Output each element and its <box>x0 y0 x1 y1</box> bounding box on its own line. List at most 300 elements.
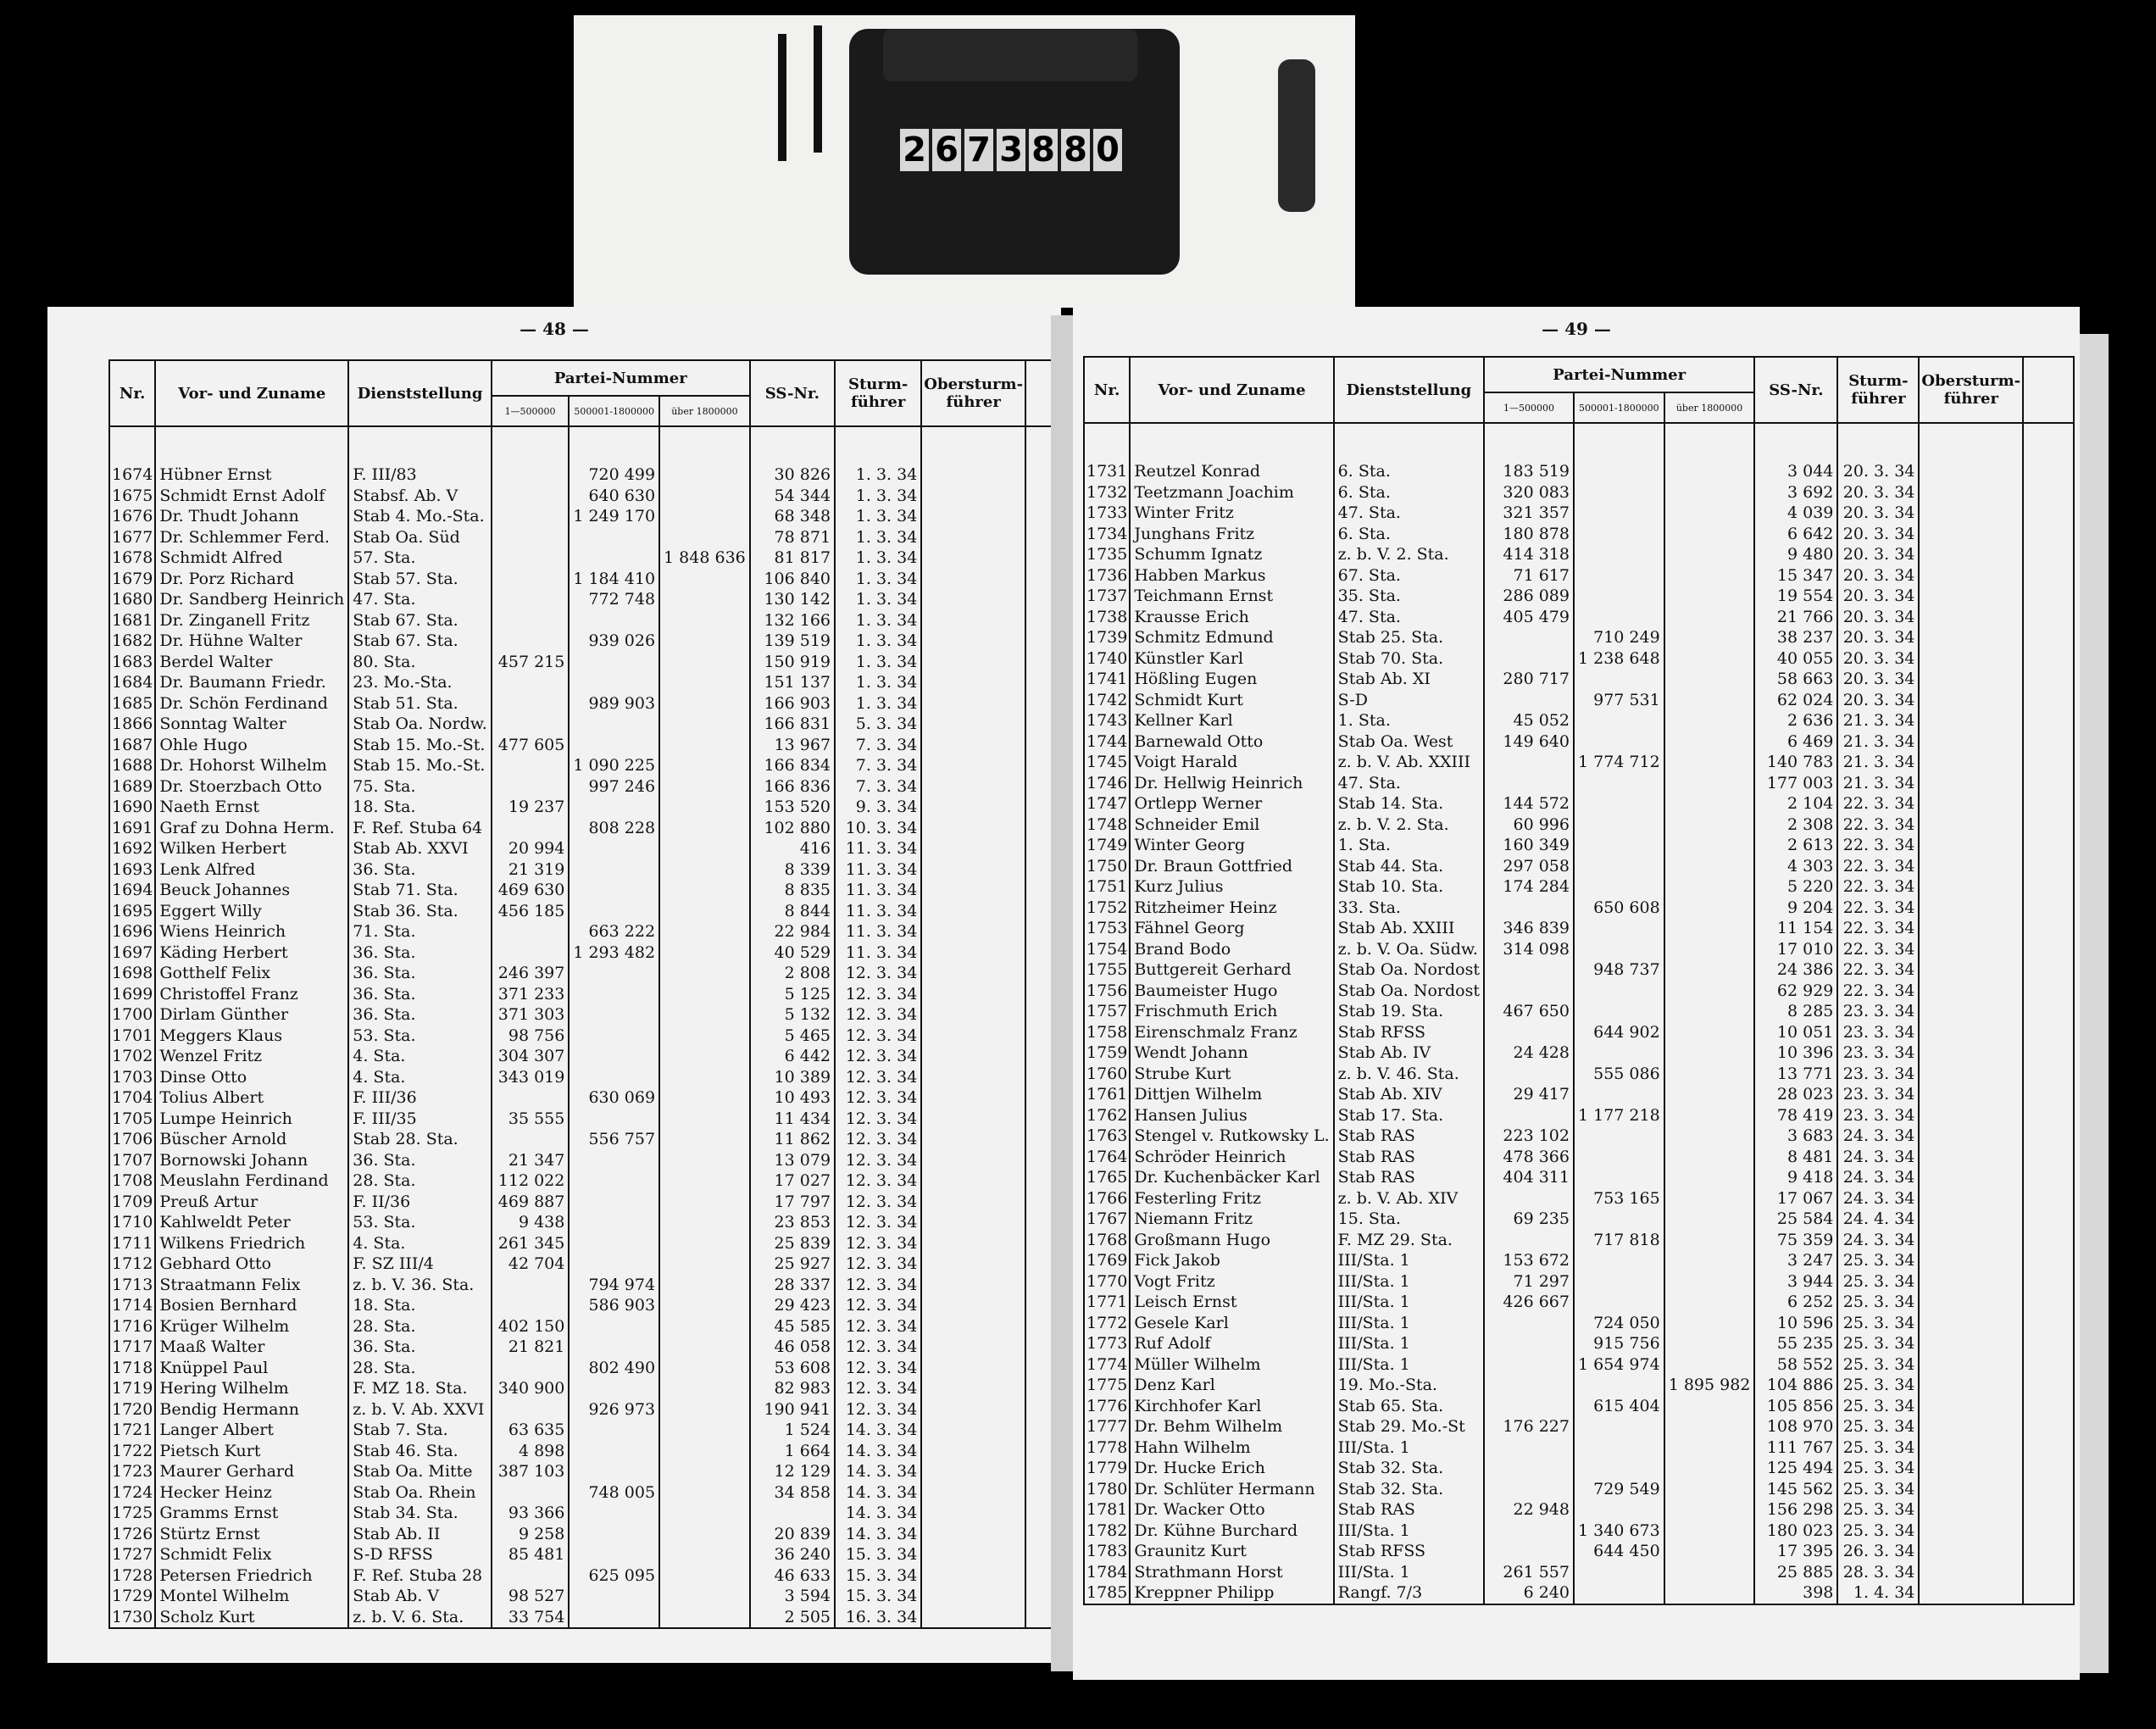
entry-number: 1742 <box>1084 690 1130 711</box>
entry-dienststellung: 36. Sta. <box>348 963 492 984</box>
entry-partei-3 <box>659 1607 750 1629</box>
entry-sturmfuehrer-date: 11. 3. 34 <box>835 838 921 859</box>
entry-partei-3 <box>1664 835 1755 856</box>
entry-sturmfuehrer-date: 9. 3. 34 <box>835 797 921 818</box>
entry-blank <box>2023 835 2074 856</box>
entry-obersturmfuehrer <box>1919 1458 2023 1479</box>
entry-dienststellung: III/Sta. 1 <box>1334 1562 1484 1583</box>
entry-partei-3 <box>1664 690 1755 711</box>
entry-sturmfuehrer-date: 22. 3. 34 <box>1837 959 1919 981</box>
entry-dienststellung: Stab Oa. Mitte <box>348 1461 492 1482</box>
entry-partei-1 <box>1484 773 1574 794</box>
entry-number: 1706 <box>109 1129 155 1150</box>
entry-dienststellung: Stabsf. Ab. V <box>348 486 492 507</box>
table-row <box>109 548 1060 569</box>
entry-ss-nr: 23 853 <box>750 1212 835 1233</box>
entry-partei-2: 644 450 <box>1574 1541 1664 1562</box>
entry-name: Eirenschmalz Franz <box>1130 1022 1333 1043</box>
entry-ss-nr: 29 423 <box>750 1295 835 1316</box>
entry-name: Graunitz Kurt <box>1130 1541 1333 1562</box>
entry-ss-nr: 140 783 <box>1754 752 1837 773</box>
entry-ss-nr: 416 <box>750 838 835 859</box>
table-row <box>109 464 1060 486</box>
entry-partei-1 <box>492 610 570 631</box>
entry-obersturmfuehrer <box>921 631 1025 652</box>
entry-dienststellung: 67. Sta. <box>1334 565 1484 587</box>
entry-partei-1: 9 258 <box>492 1524 570 1545</box>
entry-ss-nr: 5 465 <box>750 1026 835 1047</box>
entry-ss-nr: 38 237 <box>1754 627 1837 648</box>
entry-number: 1729 <box>109 1586 155 1607</box>
entry-name: Gotthelf Felix <box>155 963 348 984</box>
table-row <box>109 1378 1060 1399</box>
table-row <box>109 1295 1060 1316</box>
entry-ss-nr: 53 608 <box>750 1358 835 1379</box>
table-row <box>109 506 1060 527</box>
entry-name: Niemann Fritz <box>1130 1209 1333 1230</box>
entry-dienststellung: Stab Oa. Nordw. <box>348 714 492 735</box>
entry-partei-3 <box>659 1441 750 1462</box>
entry-number: 1710 <box>109 1212 155 1233</box>
entry-ss-nr: 2 505 <box>750 1607 835 1629</box>
entry-ss-nr: 6 252 <box>1754 1292 1837 1313</box>
entry-partei-2: 650 608 <box>1574 898 1664 919</box>
entry-partei-3 <box>1664 648 1755 670</box>
entry-dienststellung: 6. Sta. <box>1334 482 1484 503</box>
col-header-dienst: Dienststellung <box>348 360 492 426</box>
entry-partei-3 <box>659 1461 750 1482</box>
entry-partei-3 <box>1664 959 1755 981</box>
entry-ss-nr: 150 919 <box>750 652 835 673</box>
entry-partei-1 <box>1484 1541 1574 1562</box>
entry-dienststellung: Stab 14. Sta. <box>1334 793 1484 814</box>
entry-obersturmfuehrer <box>921 1399 1025 1420</box>
entry-obersturmfuehrer <box>1919 918 2023 939</box>
entry-sturmfuehrer-date: 24. 3. 34 <box>1837 1230 1919 1251</box>
table-row <box>1084 1458 2074 1479</box>
entry-partei-2: 1 177 218 <box>1574 1105 1664 1126</box>
entry-obersturmfuehrer <box>921 693 1025 714</box>
entry-name: Preuß Artur <box>155 1192 348 1213</box>
entry-blank <box>2023 1147 2074 1168</box>
entry-partei-1: 21 821 <box>492 1337 570 1358</box>
entry-partei-3 <box>659 1503 750 1524</box>
entry-ss-nr: 10 396 <box>1754 1042 1837 1064</box>
entry-ss-nr: 81 817 <box>750 548 835 569</box>
entry-partei-2: 772 748 <box>569 589 659 610</box>
entry-number: 1781 <box>1084 1499 1130 1521</box>
entry-partei-3 <box>1664 669 1755 690</box>
entry-partei-2: 630 069 <box>569 1087 659 1109</box>
entry-number: 1779 <box>1084 1458 1130 1479</box>
entry-partei-3 <box>659 610 750 631</box>
entry-name: Berdel Walter <box>155 652 348 673</box>
entry-partei-3 <box>659 1150 750 1171</box>
entry-obersturmfuehrer <box>921 652 1025 673</box>
entry-ss-nr: 156 298 <box>1754 1499 1837 1521</box>
entry-partei-2 <box>569 735 659 756</box>
entry-partei-2 <box>569 1212 659 1233</box>
entry-name: Müller Wilhelm <box>1130 1354 1333 1376</box>
entry-ss-nr: 62 929 <box>1754 981 1837 1002</box>
entry-sturmfuehrer-date: 22. 3. 34 <box>1837 876 1919 898</box>
entry-sturmfuehrer-date: 1. 3. 34 <box>835 527 921 548</box>
entry-name: Habben Markus <box>1130 565 1333 587</box>
entry-partei-2: 720 499 <box>569 464 659 486</box>
entry-number: 1776 <box>1084 1396 1130 1417</box>
entry-dienststellung: 15. Sta. <box>1334 1209 1484 1230</box>
entry-obersturmfuehrer <box>921 963 1025 984</box>
spacer-cell <box>2023 423 2074 461</box>
entry-partei-1: 456 185 <box>492 901 570 922</box>
entry-sturmfuehrer-date: 12. 3. 34 <box>835 1337 921 1358</box>
frame-counter <box>849 29 1180 275</box>
entry-blank <box>2023 1250 2074 1271</box>
entry-sturmfuehrer-date: 14. 3. 34 <box>835 1482 921 1504</box>
entry-obersturmfuehrer <box>921 735 1025 756</box>
entry-obersturmfuehrer <box>921 1233 1025 1254</box>
entry-partei-1 <box>492 1295 570 1316</box>
entry-partei-3 <box>1664 814 1755 836</box>
entry-number: 1780 <box>1084 1479 1130 1500</box>
entry-partei-2 <box>569 838 659 859</box>
entry-sturmfuehrer-date: 21. 3. 34 <box>1837 731 1919 753</box>
entry-dienststellung: F. Ref. Stuba 64 <box>348 818 492 839</box>
table-spacer-row <box>109 426 1060 464</box>
entry-obersturmfuehrer <box>921 1586 1025 1607</box>
table-row <box>109 631 1060 652</box>
entry-dienststellung: 18. Sta. <box>348 1295 492 1316</box>
entry-number: 1718 <box>109 1358 155 1379</box>
entry-sturmfuehrer-date: 20. 3. 34 <box>1837 669 1919 690</box>
entry-sturmfuehrer-date: 14. 3. 34 <box>835 1441 921 1462</box>
entry-partei-3 <box>659 1399 750 1420</box>
entry-partei-1: 261 345 <box>492 1233 570 1254</box>
table-row <box>1084 1313 2074 1334</box>
entry-sturmfuehrer-date: 11. 3. 34 <box>835 901 921 922</box>
entry-partei-3 <box>659 859 750 881</box>
entry-sturmfuehrer-date: 22. 3. 34 <box>1837 898 1919 919</box>
entry-obersturmfuehrer <box>921 1544 1025 1565</box>
entry-name: Ortlepp Werner <box>1130 793 1333 814</box>
entry-dienststellung: 23. Mo.-Sta. <box>348 672 492 693</box>
table-row <box>1084 544 2074 565</box>
spacer-cell <box>1754 423 1837 461</box>
table-row <box>1084 1354 2074 1376</box>
entry-partei-1 <box>1484 690 1574 711</box>
entry-partei-1 <box>492 486 570 507</box>
counter-digit: 3 <box>997 129 1025 171</box>
entry-partei-1: 280 717 <box>1484 669 1574 690</box>
entry-ss-nr: 8 285 <box>1754 1001 1837 1022</box>
entry-number: 1741 <box>1084 669 1130 690</box>
entry-sturmfuehrer-date: 1. 3. 34 <box>835 631 921 652</box>
entry-partei-1: 176 227 <box>1484 1416 1574 1437</box>
entry-partei-3 <box>1664 627 1755 648</box>
entry-partei-3 <box>659 797 750 818</box>
entry-partei-1: 405 479 <box>1484 607 1574 628</box>
table-row <box>109 1461 1060 1482</box>
entry-partei-2 <box>1574 710 1664 731</box>
entry-name: Schmidt Ernst Adolf <box>155 486 348 507</box>
entry-sturmfuehrer-date: 25. 3. 34 <box>1837 1292 1919 1313</box>
entry-number: 1757 <box>1084 1001 1130 1022</box>
table-row <box>1084 918 2074 939</box>
entry-dienststellung: Stab Ab. XXIII <box>1334 918 1484 939</box>
table-row <box>1084 773 2074 794</box>
entry-blank <box>2023 959 2074 981</box>
entry-name: Meuslahn Ferdinand <box>155 1170 348 1192</box>
spacer-cell <box>155 426 348 464</box>
entry-dienststellung: 57. Sta. <box>348 548 492 569</box>
entry-sturmfuehrer-date: 20. 3. 34 <box>1837 627 1919 648</box>
table-row <box>109 755 1060 776</box>
entry-partei-1: 63 635 <box>492 1420 570 1441</box>
entry-obersturmfuehrer <box>1919 1333 2023 1354</box>
table-row <box>1084 1562 2074 1583</box>
entry-partei-3 <box>1664 1271 1755 1293</box>
entry-dienststellung: 71. Sta. <box>348 921 492 942</box>
entry-number: 1733 <box>1084 503 1130 524</box>
entry-name: Voigt Harald <box>1130 752 1333 773</box>
entry-partei-3 <box>1664 1313 1755 1334</box>
table-row <box>109 672 1060 693</box>
entry-number: 1751 <box>1084 876 1130 898</box>
table-row <box>109 735 1060 756</box>
entry-sturmfuehrer-date: 20. 3. 34 <box>1837 586 1919 607</box>
entry-number: 1768 <box>1084 1230 1130 1251</box>
entry-name: Beuck Johannes <box>155 880 348 901</box>
entry-number: 1782 <box>1084 1521 1130 1542</box>
entry-name: Eggert Willy <box>155 901 348 922</box>
entry-blank <box>2023 1521 2074 1542</box>
entry-partei-3 <box>1664 1582 1755 1604</box>
table-row <box>109 1233 1060 1254</box>
entry-dienststellung: F. III/83 <box>348 464 492 486</box>
entry-partei-1: 42 704 <box>492 1254 570 1275</box>
entry-partei-3 <box>659 693 750 714</box>
entry-partei-1 <box>1484 959 1574 981</box>
entry-sturmfuehrer-date: 12. 3. 34 <box>835 1087 921 1109</box>
entry-sturmfuehrer-date: 5. 3. 34 <box>835 714 921 735</box>
table-row <box>1084 1499 2074 1521</box>
entry-partei-2 <box>1574 793 1664 814</box>
entry-partei-2 <box>569 652 659 673</box>
entry-partei-1 <box>492 942 570 964</box>
entry-obersturmfuehrer <box>1919 835 2023 856</box>
table-row <box>109 921 1060 942</box>
entry-partei-1 <box>492 776 570 798</box>
table-row <box>109 1192 1060 1213</box>
entry-name: Fähnel Georg <box>1130 918 1333 939</box>
entry-sturmfuehrer-date: 25. 3. 34 <box>1837 1313 1919 1334</box>
entry-ss-nr: 2 636 <box>1754 710 1837 731</box>
entry-partei-2 <box>1574 461 1664 482</box>
entry-blank <box>2023 793 2074 814</box>
entry-name: Sonntag Walter <box>155 714 348 735</box>
entry-partei-3 <box>1664 1437 1755 1459</box>
entry-ss-nr: 3 944 <box>1754 1271 1837 1293</box>
table-row <box>109 1420 1060 1441</box>
entry-blank <box>2023 544 2074 565</box>
entry-obersturmfuehrer <box>921 589 1025 610</box>
entry-dienststellung: 19. Mo.-Sta. <box>1334 1375 1484 1396</box>
entry-obersturmfuehrer <box>1919 690 2023 711</box>
entry-partei-1 <box>492 589 570 610</box>
entry-dienststellung: F. SZ III/4 <box>348 1254 492 1275</box>
entry-blank <box>2023 939 2074 960</box>
entry-obersturmfuehrer <box>1919 586 2023 607</box>
entry-dienststellung: 1. Sta. <box>1334 710 1484 731</box>
entry-dienststellung: Stab 71. Sta. <box>348 880 492 901</box>
entry-partei-2: 729 549 <box>1574 1479 1664 1500</box>
entry-partei-1 <box>1484 1105 1574 1126</box>
entry-name: Wendt Johann <box>1130 1042 1333 1064</box>
entry-partei-2: 615 404 <box>1574 1396 1664 1417</box>
entry-blank <box>2023 1042 2074 1064</box>
entry-partei-1 <box>492 1129 570 1150</box>
entry-obersturmfuehrer <box>1919 898 2023 919</box>
spacer-cell <box>835 426 921 464</box>
entry-number: 1771 <box>1084 1292 1130 1313</box>
entry-dienststellung: 75. Sta. <box>348 776 492 798</box>
entry-number: 1705 <box>109 1109 155 1130</box>
entry-sturmfuehrer-date: 20. 3. 34 <box>1837 524 1919 545</box>
entry-obersturmfuehrer <box>921 1109 1025 1130</box>
entry-sturmfuehrer-date: 24. 3. 34 <box>1837 1167 1919 1188</box>
entry-blank <box>2023 1064 2074 1085</box>
entry-dienststellung: S-D RFSS <box>348 1544 492 1565</box>
entry-sturmfuehrer-date: 12. 3. 34 <box>835 1192 921 1213</box>
entry-partei-2 <box>1574 1167 1664 1188</box>
entry-sturmfuehrer-date: 23. 3. 34 <box>1837 1001 1919 1022</box>
entry-partei-2 <box>569 1233 659 1254</box>
entry-partei-1 <box>492 1275 570 1296</box>
counter-digit: 8 <box>1061 129 1090 171</box>
entry-number: 1725 <box>109 1503 155 1524</box>
entry-name: Denz Karl <box>1130 1375 1333 1396</box>
entry-name: Dr. Braun Gottfried <box>1130 856 1333 877</box>
entry-sturmfuehrer-date: 1. 3. 34 <box>835 589 921 610</box>
entry-dienststellung: III/Sta. 1 <box>1334 1292 1484 1313</box>
entry-ss-nr: 17 797 <box>750 1192 835 1213</box>
entry-ss-nr: 10 493 <box>750 1087 835 1109</box>
entry-partei-3 <box>1664 1147 1755 1168</box>
entry-partei-1 <box>1484 1064 1574 1085</box>
entry-blank <box>2023 1375 2074 1396</box>
entry-sturmfuehrer-date: 23. 3. 34 <box>1837 1084 1919 1105</box>
table-row <box>1084 856 2074 877</box>
entry-name: Hübner Ernst <box>155 464 348 486</box>
entry-blank <box>2023 898 2074 919</box>
entry-name: Baumeister Hugo <box>1130 981 1333 1002</box>
entry-partei-1 <box>1484 1230 1574 1251</box>
entry-partei-2 <box>569 1109 659 1130</box>
entry-number: 1675 <box>109 486 155 507</box>
entry-partei-2 <box>569 1254 659 1275</box>
entry-sturmfuehrer-date: 23. 3. 34 <box>1837 1022 1919 1043</box>
entry-dienststellung: 53. Sta. <box>348 1026 492 1047</box>
entry-number: 1702 <box>109 1046 155 1067</box>
entry-ss-nr: 25 885 <box>1754 1562 1837 1583</box>
entry-name: Frischmuth Erich <box>1130 1001 1333 1022</box>
entry-blank <box>2023 752 2074 773</box>
entry-number: 1723 <box>109 1461 155 1482</box>
entry-partei-2 <box>569 901 659 922</box>
entry-number: 1711 <box>109 1233 155 1254</box>
counter-digit: 0 <box>1093 129 1122 171</box>
entry-number: 1746 <box>1084 773 1130 794</box>
entry-partei-2: 997 246 <box>569 776 659 798</box>
entry-ss-nr: 2 104 <box>1754 793 1837 814</box>
entry-partei-1 <box>492 527 570 548</box>
counter-digits <box>900 129 1122 171</box>
entry-dienststellung: z. b. V. 6. Sta. <box>348 1607 492 1629</box>
counter-digit: 7 <box>964 129 993 171</box>
entry-ss-nr: 21 766 <box>1754 607 1837 628</box>
entry-number: 1866 <box>109 714 155 735</box>
entry-blank <box>2023 1022 2074 1043</box>
entry-partei-3 <box>1664 898 1755 919</box>
entry-name: Hahn Wilhelm <box>1130 1437 1333 1459</box>
entry-number: 1760 <box>1084 1064 1130 1085</box>
entry-obersturmfuehrer <box>921 1503 1025 1524</box>
entry-number: 1731 <box>1084 461 1130 482</box>
entry-name: Schmidt Alfred <box>155 548 348 569</box>
entry-partei-1 <box>492 506 570 527</box>
entry-partei-1 <box>1484 1313 1574 1334</box>
entry-partei-3 <box>659 838 750 859</box>
entry-ss-nr: 6 442 <box>750 1046 835 1067</box>
entry-number: 1694 <box>109 880 155 901</box>
entry-partei-3 <box>1664 1396 1755 1417</box>
entry-partei-1: 4 898 <box>492 1441 570 1462</box>
table-row <box>1084 1105 2074 1126</box>
entry-name: Langer Albert <box>155 1420 348 1441</box>
entry-partei-1: 60 996 <box>1484 814 1574 836</box>
entry-sturmfuehrer-date: 22. 3. 34 <box>1837 793 1919 814</box>
entry-partei-1: 426 667 <box>1484 1292 1574 1313</box>
entry-sturmfuehrer-date: 7. 3. 34 <box>835 735 921 756</box>
entry-obersturmfuehrer <box>921 672 1025 693</box>
entry-name: Maurer Gerhard <box>155 1461 348 1482</box>
entry-partei-3 <box>1664 1562 1755 1583</box>
entry-sturmfuehrer-date: 22. 3. 34 <box>1837 814 1919 836</box>
entry-sturmfuehrer-date: 12. 3. 34 <box>835 1378 921 1399</box>
col-header-sturm: Sturm-führer <box>835 360 921 426</box>
entry-name: Teetzmann Joachim <box>1130 482 1333 503</box>
entry-obersturmfuehrer <box>1919 1354 2023 1376</box>
entry-sturmfuehrer-date: 25. 3. 34 <box>1837 1396 1919 1417</box>
entry-name: Winter Georg <box>1130 835 1333 856</box>
entry-obersturmfuehrer <box>921 1607 1025 1629</box>
entry-ss-nr: 55 235 <box>1754 1333 1837 1354</box>
entry-dienststellung: Rangf. 7/3 <box>1334 1582 1484 1604</box>
entry-name: Ritzheimer Heinz <box>1130 898 1333 919</box>
entry-partei-1 <box>492 631 570 652</box>
entry-partei-1: 246 397 <box>492 963 570 984</box>
table-row <box>1084 939 2074 960</box>
entry-partei-3 <box>659 1170 750 1192</box>
entry-dienststellung: F. III/35 <box>348 1109 492 1130</box>
entry-sturmfuehrer-date: 25. 3. 34 <box>1837 1416 1919 1437</box>
col-header-obersturm: Obersturm-führer <box>921 360 1025 426</box>
entry-name: Dr. Sandberg Heinrich <box>155 589 348 610</box>
entry-obersturmfuehrer <box>1919 1022 2023 1043</box>
register-body <box>109 426 1060 1628</box>
entry-partei-1: 69 235 <box>1484 1209 1574 1230</box>
col-header-sturm: Sturm-führer <box>1837 357 1919 423</box>
